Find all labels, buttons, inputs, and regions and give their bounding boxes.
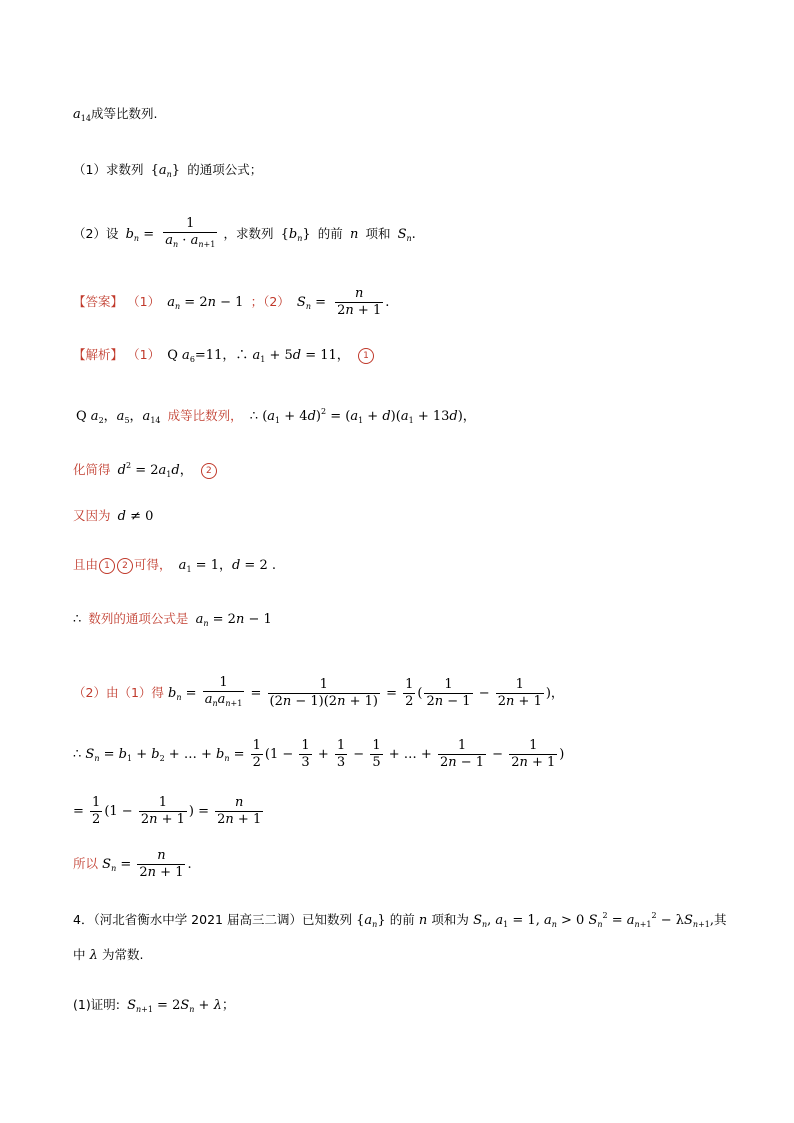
- analysis-line-4: 又因为 d ≠ 0: [73, 508, 154, 524]
- p3-line-continuation: $a_{14}$成等比数列.: [73, 106, 158, 123]
- analysis-line-10: 所以 $S_n$ = $\frac{n}{2n + 1}$ .: [73, 848, 192, 880]
- text: 成等比数列.: [90, 106, 158, 121]
- answer-tag: 【答案】: [73, 294, 124, 309]
- problem-number: 4．: [73, 912, 94, 927]
- problem4-line-2: 中 λ 为常数.: [73, 947, 144, 963]
- analysis-line-2: Q $a_2$，$a_5$，$a_{14}$ 成等比数列， ∴ $(a_1 + 4d)^2 = (a_1 + d)(a_1 + 13d)$，: [76, 407, 476, 425]
- analysis-line-1: 【解析】 （1） Q $a_6=11$，∴ $a_1 + 5d = 11$， 1: [73, 345, 375, 370]
- problem4-line-1: 4．（河北省衡水中学 2021 届高三二调）已知数列 $\{a_n\}$ 的前 n 项和为 $S_n$, $a_1 = 1$, $a_n > 0$ $S_n^2 = a_{n+1}^2 - \lambda S_{n+1}$,其: [73, 911, 727, 929]
- analysis-line-3: 化简得 $d^2 = 2a_1d$， 2: [73, 456, 218, 485]
- analysis-line-9: = $\frac{1}{2}$ (1 − $\frac{1}{2n + 1}$ ) = $\frac{n}{2n + 1}$: [73, 795, 262, 827]
- analysis-tag: 【解析】: [73, 347, 124, 362]
- problem4-part1: (1)证明: $S_{n+1} = 2S_n + \lambda$；: [73, 997, 235, 1014]
- fraction: $\frac{1}{a_n \cdot a_{n+1}}$: [163, 216, 217, 253]
- analysis-line-6: ∴ 数列的通项公式是 $a_n = 2n - 1$: [73, 611, 272, 628]
- circle-marker: 2: [201, 463, 217, 479]
- p3-part2: （2）设 $b_n$ = $\frac{1}{a_n \cdot a_{n+1}}$ ，求数列 $\{b_n\}$ 的前 n 项和 $S_n$.: [73, 216, 419, 253]
- analysis-line-7: （2）由（1）得 $b_n$ = $\frac{1}{a_na_{n+1}}$ = $\frac{1}{(2n - 1)(2n + 1)}$ = $\frac{1}{2}$ ( $\frac{1}{2n - 1}$ − $\frac{1}{2n + 1}$ )，: [73, 675, 564, 712]
- part2-label: （2）设: [73, 226, 119, 241]
- analysis-line-5: 且由 1 2 可得， $a_1 = 1$，d = 2 .: [73, 557, 276, 574]
- circle-marker: 2: [117, 558, 133, 574]
- fraction: $\frac{n}{2n + 1}$: [337, 286, 382, 318]
- answer-line: 【答案】 （1） $a_n = 2n - 1$ ；（2） $S_n$ = $\frac{n}{2n + 1}$ .: [73, 286, 390, 318]
- problem-source: （河北省衡水中学 2021 届高三二调）: [93, 912, 302, 927]
- circle-marker: 1: [99, 558, 115, 574]
- part1-label: （1）求数列: [73, 162, 144, 177]
- circle-marker: 1: [358, 348, 374, 364]
- p3-part1: （1）求数列 $\{a_n\}$ 的通项公式；: [73, 162, 263, 179]
- part1-tail: 的通项公式；: [187, 162, 263, 177]
- analysis-line-8: ∴ $S_n = b_1 + b_2$ + … + $b_n$ = $\frac{1}{2}$ (1 − $\frac{1}{3}$ + $\frac{1}{3}$ − $\frac{1}{5}$ + … + $\frac{1}{2n - 1}$ − $\frac{1}{2n + 1}$ ): [73, 738, 565, 770]
- part1-label: (1)证明:: [73, 997, 120, 1012]
